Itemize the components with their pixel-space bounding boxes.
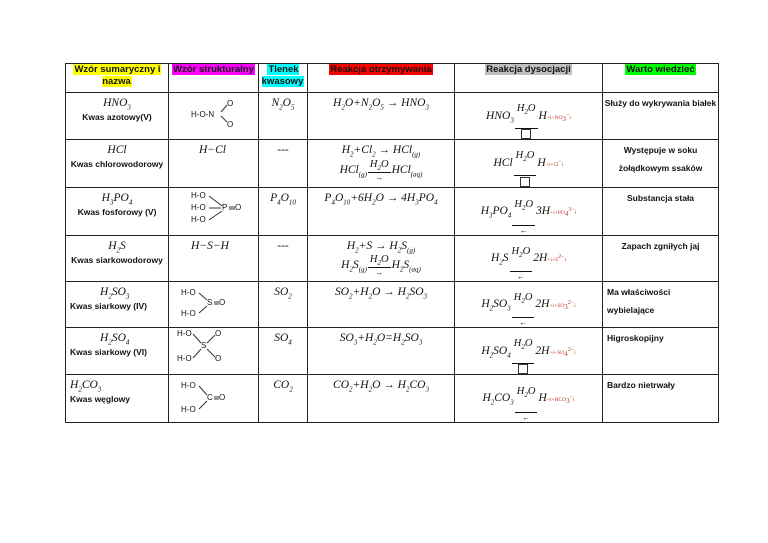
structure-cell: H-O H-O S O O	[169, 327, 259, 374]
info-cell: Występuje w soku żołądkowym ssaków	[603, 140, 719, 187]
header-preparation: Reakcja otrzymywania	[308, 64, 455, 93]
header-info: Warto wiedzieć	[603, 64, 719, 93]
header-structure: Wzór strukturalny	[169, 64, 259, 93]
oxide-cell: $P_4O_{10}$	[259, 187, 308, 235]
info-cell: Ma właściwości wybielające	[603, 281, 719, 327]
dissociation-cell: $H_3PO_4$ $\frac{H_2O}{\leftarrow}$ $3H+i+PO_4^{3-}i$	[455, 187, 603, 235]
oxide-cell: ---	[259, 140, 308, 187]
dissociation-cell: $H_2S$ $\frac{H_2O}{\leftarrow}$ $2H+i+S^{2-}i$	[455, 235, 603, 281]
table-row	[66, 93, 719, 140]
formula-cell: $H_2SO_4$ Kwas siarkowy (VI)	[66, 327, 169, 374]
table-row	[66, 187, 719, 235]
preparation-cell: $SO_2+H_2O \to H_2SO_3$	[308, 281, 455, 327]
dissociation-cell: $H_2SO_4$ $H_2O$ $2H+i+SO_4^{2-}i$	[455, 327, 603, 374]
structure-cell: H-O H-O S O	[169, 281, 259, 327]
structure-cell: H-O-N O O	[169, 93, 259, 140]
formula-cell: $H_3PO_4$ Kwas fosforowy (V)	[66, 187, 169, 235]
dissociation-cell: HCl $H_2O$ H+i+Cl−i	[455, 140, 603, 187]
dissociation-cell: $HNO_3$ $H_2O$ $H+i+NO_3^-i$	[455, 93, 603, 140]
header-row	[66, 64, 719, 93]
header-formula: Wzór sumaryczny i nazwa	[66, 64, 169, 93]
formula-cell: HCl Kwas chlorowodorowy	[66, 140, 169, 187]
oxide-cell: $CO_2$	[259, 375, 308, 423]
info-cell: Służy do wykrywania białek	[603, 93, 719, 140]
dissociation-cell: $H_2CO_3$ $\frac{H_2O}{\leftarrow}$ $H+i+HCO_3^-i$	[455, 375, 603, 423]
table-row	[66, 140, 719, 187]
info-cell: Bardzo nietrwały	[603, 375, 719, 423]
header-dissociation: Reakcja dysocjacji	[455, 64, 603, 93]
oxide-cell: $N_2O_5$	[259, 93, 308, 140]
header-oxide: Tlenek kwasowy	[259, 64, 308, 93]
formula-cell: $HNO_3$ Kwas azotowy(V)	[66, 93, 169, 140]
table-row	[66, 375, 719, 423]
preparation-cell: $H_2+Cl_2 \to HCl_{(g)}$ HCl$_{(g)}$ $\frac{H_2O}{\to}$ HCl$_{(aq)}$	[308, 140, 455, 187]
oxide-cell: $SO_2$	[259, 281, 308, 327]
formula-cell: $H_2S$ Kwas siarkowodorowy	[66, 235, 169, 281]
info-cell: Zapach zgniłych jaj	[603, 235, 719, 281]
structure-cell: H−S−H	[169, 235, 259, 281]
oxide-cell: $SO_4$	[259, 327, 308, 374]
preparation-cell: $P_4O_{10}+6H_2O \to 4H_3PO_4$	[308, 187, 455, 235]
preparation-cell: $H_2+S \to H_2S_{(g)}$ $H_2S_{(g)}$ $\frac{H_2O}{\to}$ $H_2S_{(aq)}$	[308, 235, 455, 281]
structure-cell: H-O H-O H-O P O	[169, 187, 259, 235]
preparation-cell: $CO_2+H_2O \to H_2CO_3$	[308, 375, 455, 423]
table-row	[66, 235, 719, 281]
info-cell: Higroskopijny	[603, 327, 719, 374]
dissociation-cell: $H_2SO_3$ $\frac{H_2O}{\leftarrow}$ $2H+i+SO_3^{2-}i$	[455, 281, 603, 327]
formula-cell: $H_2CO_3$ Kwas węglowy	[66, 375, 169, 423]
preparation-cell: $SO_3+H_2O=H_2SO_3$	[308, 327, 455, 374]
preparation-cell: $H_2O+N_2O_5 \to HNO_3$	[308, 93, 455, 140]
formula-cell: $H_2SO_3$ Kwas siarkowy (IV)	[66, 281, 169, 327]
table-row	[66, 281, 719, 327]
info-cell: Substancja stała	[603, 187, 719, 235]
structure-cell: H-O H-O C O	[169, 375, 259, 423]
acids-table	[65, 63, 719, 423]
oxide-cell: ---	[259, 235, 308, 281]
table-row	[66, 327, 719, 374]
structure-cell: H−Cl	[169, 140, 259, 187]
